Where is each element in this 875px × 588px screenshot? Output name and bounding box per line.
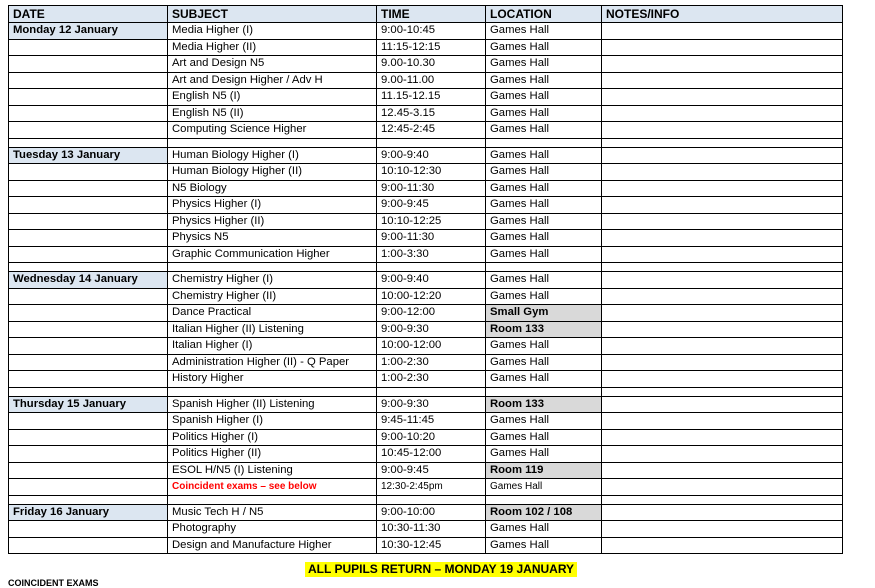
date-cell: Friday 16 January	[9, 504, 168, 521]
notes-cell	[602, 521, 843, 538]
location-cell: Games Hall	[486, 413, 602, 430]
subject-cell: Chemistry Higher (II)	[168, 288, 377, 305]
date-cell	[9, 305, 168, 322]
date-cell	[9, 288, 168, 305]
time-cell: 9.00-10.30	[377, 56, 486, 73]
subject-cell: Photography	[168, 521, 377, 538]
location-cell: Room 102 / 108	[486, 504, 602, 521]
subject-cell: English N5 (II)	[168, 105, 377, 122]
subject-cell: Politics Higher (II)	[168, 446, 377, 463]
date-cell	[9, 105, 168, 122]
spacer-cell	[168, 263, 377, 272]
table-row	[9, 72, 843, 89]
spacer-cell	[486, 138, 602, 147]
table-row	[9, 321, 843, 338]
table-row	[9, 354, 843, 371]
time-cell: 12:45-2:45	[377, 122, 486, 139]
notes-cell	[602, 479, 843, 496]
subject-cell: Coincident exams – see below	[168, 479, 377, 496]
subject-cell: Dance Practical	[168, 305, 377, 322]
date-cell	[9, 521, 168, 538]
location-cell: Games Hall	[486, 272, 602, 289]
coincident-exams-label: COINCIDENT EXAMS	[8, 578, 99, 588]
notes-cell	[602, 89, 843, 106]
date-cell	[9, 197, 168, 214]
notes-cell	[602, 164, 843, 181]
header-time: TIME	[377, 6, 486, 23]
header-row	[9, 6, 843, 23]
notes-cell	[602, 72, 843, 89]
time-cell: 10:10-12:25	[377, 213, 486, 230]
time-cell: 9:00-10:20	[377, 429, 486, 446]
spacer-cell	[486, 387, 602, 396]
notes-cell	[602, 39, 843, 56]
notes-cell	[602, 321, 843, 338]
date-cell: Tuesday 13 January	[9, 147, 168, 164]
table-row	[9, 23, 843, 40]
spacer-row	[9, 495, 843, 504]
notes-cell	[602, 288, 843, 305]
notes-cell	[602, 338, 843, 355]
date-cell	[9, 164, 168, 181]
time-cell: 10:30-12:45	[377, 537, 486, 554]
location-cell: Games Hall	[486, 147, 602, 164]
table-row	[9, 338, 843, 355]
location-cell: Room 133	[486, 396, 602, 413]
location-cell: Games Hall	[486, 105, 602, 122]
notes-cell	[602, 396, 843, 413]
location-cell: Games Hall	[486, 521, 602, 538]
date-cell	[9, 122, 168, 139]
subject-cell: Design and Manufacture Higher	[168, 537, 377, 554]
notes-cell	[602, 213, 843, 230]
spacer-cell	[377, 263, 486, 272]
location-cell: Small Gym	[486, 305, 602, 322]
date-cell: Wednesday 14 January	[9, 272, 168, 289]
table-row	[9, 272, 843, 289]
table-row	[9, 56, 843, 73]
spacer-cell	[602, 138, 843, 147]
table-row	[9, 122, 843, 139]
subject-cell: Human Biology Higher (II)	[168, 164, 377, 181]
time-cell: 1:00-2:30	[377, 354, 486, 371]
date-cell	[9, 56, 168, 73]
location-cell: Games Hall	[486, 537, 602, 554]
notes-cell	[602, 371, 843, 388]
notes-cell	[602, 147, 843, 164]
table-row	[9, 462, 843, 479]
spacer-cell	[486, 495, 602, 504]
table-row	[9, 147, 843, 164]
notes-cell	[602, 56, 843, 73]
table-row	[9, 371, 843, 388]
location-cell: Games Hall	[486, 164, 602, 181]
subject-cell: Human Biology Higher (I)	[168, 147, 377, 164]
date-cell: Monday 12 January	[9, 23, 168, 40]
spacer-row	[9, 138, 843, 147]
location-cell: Games Hall	[486, 446, 602, 463]
subject-cell: Italian Higher (I)	[168, 338, 377, 355]
table-row	[9, 446, 843, 463]
date-cell	[9, 230, 168, 247]
header-location: LOCATION	[486, 6, 602, 23]
subject-cell: Computing Science Higher	[168, 122, 377, 139]
table-row	[9, 39, 843, 56]
date-cell	[9, 446, 168, 463]
spacer-cell	[9, 495, 168, 504]
date-cell: Thursday 15 January	[9, 396, 168, 413]
spacer-cell	[168, 138, 377, 147]
notes-cell	[602, 446, 843, 463]
location-cell: Games Hall	[486, 122, 602, 139]
spacer-cell	[168, 495, 377, 504]
notes-cell	[602, 122, 843, 139]
location-cell: Games Hall	[486, 197, 602, 214]
table-row	[9, 89, 843, 106]
date-cell	[9, 89, 168, 106]
time-cell: 9:00-12:00	[377, 305, 486, 322]
table-row	[9, 479, 843, 496]
time-cell: 9:00-9:45	[377, 462, 486, 479]
time-cell: 12.45-3.15	[377, 105, 486, 122]
time-cell: 1:00-3:30	[377, 246, 486, 263]
table-row	[9, 288, 843, 305]
date-cell	[9, 413, 168, 430]
date-cell	[9, 537, 168, 554]
subject-cell: Media Higher (I)	[168, 23, 377, 40]
spacer-cell	[377, 138, 486, 147]
subject-cell: English N5 (I)	[168, 89, 377, 106]
time-cell: 9:00-10:45	[377, 23, 486, 40]
subject-cell: Art and Design Higher / Adv H	[168, 72, 377, 89]
notes-cell	[602, 354, 843, 371]
location-cell: Games Hall	[486, 288, 602, 305]
subject-cell: N5 Biology	[168, 180, 377, 197]
header-notes: NOTES/INFO	[602, 6, 843, 23]
subject-cell: Physics Higher (I)	[168, 197, 377, 214]
notes-cell	[602, 429, 843, 446]
notes-cell	[602, 504, 843, 521]
time-cell: 9:00-10:00	[377, 504, 486, 521]
spacer-row	[9, 387, 843, 396]
time-cell: 9:00-9:30	[377, 396, 486, 413]
date-cell	[9, 39, 168, 56]
time-cell: 1:00-2:30	[377, 371, 486, 388]
header-date: DATE	[9, 6, 168, 23]
table-row	[9, 396, 843, 413]
table-row	[9, 164, 843, 181]
spacer-cell	[486, 263, 602, 272]
spacer-cell	[377, 495, 486, 504]
notes-cell	[602, 230, 843, 247]
subject-cell: Italian Higher (II) Listening	[168, 321, 377, 338]
subject-cell: Graphic Communication Higher	[168, 246, 377, 263]
location-cell: Games Hall	[486, 56, 602, 73]
time-cell: 10:30-11:30	[377, 521, 486, 538]
subject-cell: Physics N5	[168, 230, 377, 247]
date-cell	[9, 338, 168, 355]
location-cell: Games Hall	[486, 371, 602, 388]
notes-cell	[602, 462, 843, 479]
exam-timetable	[8, 5, 843, 554]
time-cell: 9:00-11:30	[377, 180, 486, 197]
location-cell: Games Hall	[486, 180, 602, 197]
subject-cell: Chemistry Higher (I)	[168, 272, 377, 289]
spacer-cell	[9, 263, 168, 272]
location-cell: Games Hall	[486, 338, 602, 355]
table-row	[9, 230, 843, 247]
subject-cell: History Higher	[168, 371, 377, 388]
date-cell	[9, 246, 168, 263]
date-cell	[9, 213, 168, 230]
notes-cell	[602, 105, 843, 122]
exam-table-body	[9, 23, 843, 554]
time-cell: 10:00-12:20	[377, 288, 486, 305]
location-cell: Games Hall	[486, 429, 602, 446]
location-cell: Room 119	[486, 462, 602, 479]
spacer-cell	[602, 263, 843, 272]
date-cell	[9, 321, 168, 338]
notes-cell	[602, 413, 843, 430]
notes-cell	[602, 23, 843, 40]
subject-cell: Spanish Higher (II) Listening	[168, 396, 377, 413]
subject-cell: Music Tech H / N5	[168, 504, 377, 521]
time-cell: 10:10-12:30	[377, 164, 486, 181]
time-cell: 9.00-11.00	[377, 72, 486, 89]
notes-cell	[602, 537, 843, 554]
subject-cell: Art and Design N5	[168, 56, 377, 73]
table-row	[9, 305, 843, 322]
time-cell: 9:45-11:45	[377, 413, 486, 430]
table-row	[9, 537, 843, 554]
notes-cell	[602, 180, 843, 197]
date-cell	[9, 180, 168, 197]
table-row	[9, 213, 843, 230]
subject-cell: Administration Higher (II) - Q Paper	[168, 354, 377, 371]
header-subject: SUBJECT	[168, 6, 377, 23]
time-cell: 9:00-9:40	[377, 147, 486, 164]
time-cell: 9:00-9:30	[377, 321, 486, 338]
subject-cell: Physics Higher (II)	[168, 213, 377, 230]
location-cell: Games Hall	[486, 246, 602, 263]
notes-cell	[602, 305, 843, 322]
time-cell: 12:30-2:45pm	[377, 479, 486, 496]
location-cell: Games Hall	[486, 213, 602, 230]
time-cell: 10:00-12:00	[377, 338, 486, 355]
table-row	[9, 105, 843, 122]
return-banner: ALL PUPILS RETURN – MONDAY 19 JANUARY	[305, 562, 577, 577]
spacer-row	[9, 263, 843, 272]
time-cell: 11:15-12:15	[377, 39, 486, 56]
notes-cell	[602, 197, 843, 214]
time-cell: 10:45-12:00	[377, 446, 486, 463]
subject-cell: Spanish Higher (I)	[168, 413, 377, 430]
notes-cell	[602, 246, 843, 263]
date-cell	[9, 479, 168, 496]
location-cell: Games Hall	[486, 479, 602, 496]
subject-cell: Media Higher (II)	[168, 39, 377, 56]
spacer-cell	[9, 387, 168, 396]
notes-cell	[602, 272, 843, 289]
date-cell	[9, 429, 168, 446]
table-row	[9, 180, 843, 197]
table-row	[9, 429, 843, 446]
date-cell	[9, 354, 168, 371]
time-cell: 9:00-9:45	[377, 197, 486, 214]
location-cell: Games Hall	[486, 89, 602, 106]
location-cell: Games Hall	[486, 23, 602, 40]
date-cell	[9, 371, 168, 388]
spacer-cell	[168, 387, 377, 396]
location-cell: Games Hall	[486, 230, 602, 247]
time-cell: 11.15-12.15	[377, 89, 486, 106]
time-cell: 9:00-9:40	[377, 272, 486, 289]
table-row	[9, 413, 843, 430]
subject-cell: Politics Higher (I)	[168, 429, 377, 446]
location-cell: Games Hall	[486, 39, 602, 56]
table-row	[9, 246, 843, 263]
date-cell	[9, 72, 168, 89]
subject-cell: ESOL H/N5 (I) Listening	[168, 462, 377, 479]
spacer-cell	[377, 387, 486, 396]
spacer-cell	[602, 495, 843, 504]
spacer-cell	[602, 387, 843, 396]
table-row	[9, 504, 843, 521]
table-row	[9, 521, 843, 538]
time-cell: 9:00-11:30	[377, 230, 486, 247]
spacer-cell	[9, 138, 168, 147]
location-cell: Games Hall	[486, 354, 602, 371]
date-cell	[9, 462, 168, 479]
location-cell: Games Hall	[486, 72, 602, 89]
location-cell: Room 133	[486, 321, 602, 338]
table-row	[9, 197, 843, 214]
